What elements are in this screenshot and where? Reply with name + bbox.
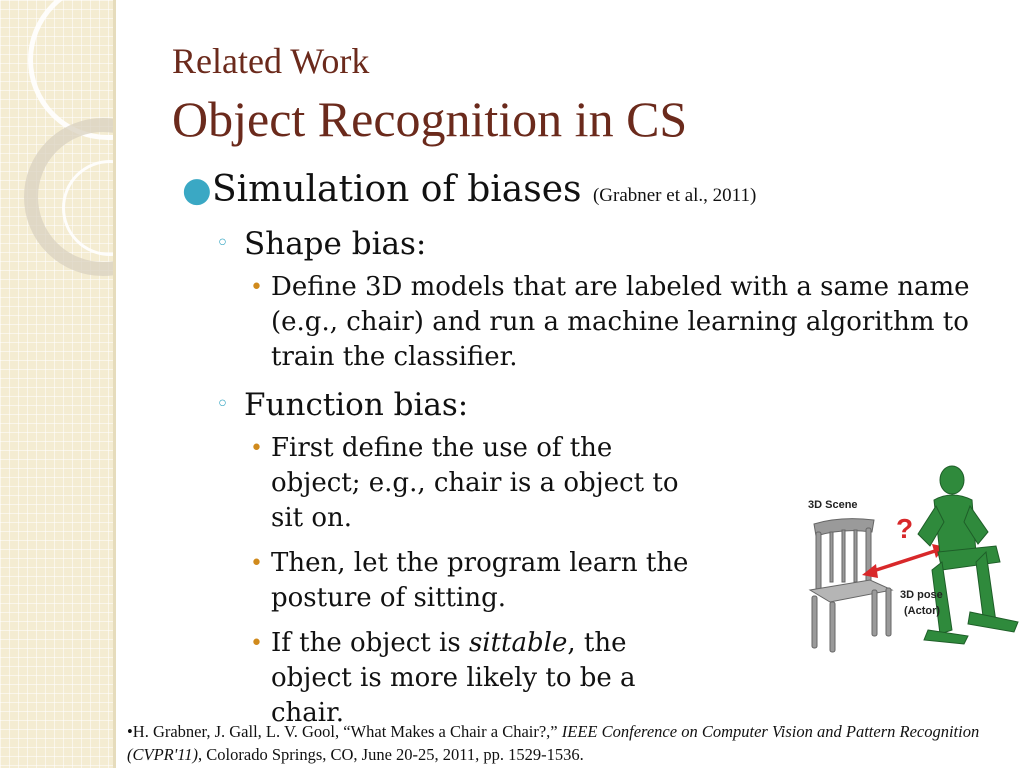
bullet-text: Define 3D models that are labeled with a same name (e.g., chair) and run a machine learning algorithm to train the classifier. xyxy=(271,272,970,372)
sitting-actor-icon xyxy=(918,466,1018,644)
reference-footnote xyxy=(127,720,1007,766)
sidebar-edge xyxy=(113,0,116,768)
bullet-small-dot-icon: • xyxy=(250,551,263,576)
bullet-text: Simulation of biases xyxy=(212,169,582,210)
question-mark: ? xyxy=(896,513,914,544)
bullet-level3 xyxy=(180,431,701,536)
bullet-ring-icon: ◦ xyxy=(216,231,229,256)
bullet-level3 xyxy=(180,546,701,616)
footnote-details: , Colorado Springs, CO, June 20-25, 2011, pp. 1529-1536. xyxy=(198,745,584,764)
pose-label-line2: (Actor) xyxy=(904,605,941,617)
slide-body xyxy=(180,168,1000,741)
bullet-level3 xyxy=(180,270,1000,375)
chair-icon xyxy=(810,519,892,652)
decorative-sidebar xyxy=(0,0,113,768)
bullet-text: Then, let the program learn the posture of sitting. xyxy=(271,548,689,613)
bullet-small-dot-icon: • xyxy=(250,631,263,656)
bullet-heading: Shape bias: xyxy=(244,226,427,262)
bullet-level2-shape-bias xyxy=(180,224,1000,264)
slide-supertitle: Related Work xyxy=(172,41,370,81)
bullet-small-dot-icon: • xyxy=(250,275,263,300)
scene-label: 3D Scene xyxy=(808,499,858,511)
bullet-level2-function-bias xyxy=(180,385,1000,425)
footnote-authors: •H. Grabner, J. Gall, L. V. Gool, “What Makes a Chair a Chair?,” xyxy=(127,722,562,741)
slide-title: Object Recognition in CS xyxy=(172,91,688,147)
bullet-level3 xyxy=(180,626,701,731)
bullet-heading: Function bias: xyxy=(244,387,469,423)
bullet-level1 xyxy=(180,168,1000,218)
citation: (Grabner et al., 2011) xyxy=(592,185,757,206)
bullet-dot-icon: ● xyxy=(182,170,212,210)
bullet-text-before: If the object is xyxy=(271,628,469,658)
footnote-venue: IEEE Conference on Computer Vision and Pattern Recognition (CVPR'11) xyxy=(127,722,980,764)
bullet-emphasis: sittable xyxy=(468,628,568,658)
bullet-ring-icon: ◦ xyxy=(216,392,229,417)
bullet-small-dot-icon: • xyxy=(250,436,263,461)
chair-actor-figure xyxy=(800,462,1022,654)
bullet-text: First define the use of the object; e.g., chair is a object to sit on. xyxy=(271,433,679,533)
bullet-text-after: , the object is more likely to be a chair. xyxy=(271,628,636,728)
pose-label-line1: 3D pose xyxy=(900,589,943,601)
